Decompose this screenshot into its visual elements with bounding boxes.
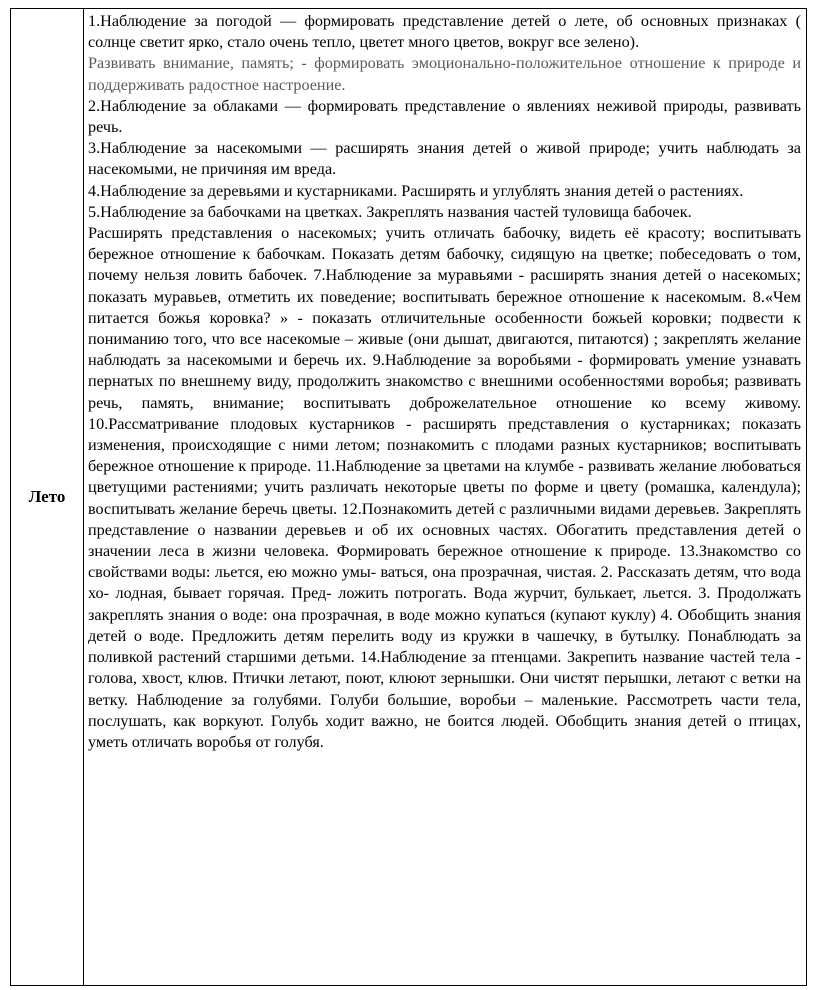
- paragraph-4: 3.Наблюдение за насекомыми — расширять знания детей о живой природе; учить наблюдать за насекомыми, не причиняя им вреда.: [88, 139, 801, 179]
- content-cell: [84, 9, 807, 986]
- paragraph-3: 2.Наблюдение за облаками — формировать представление о явлениях неживой природы, развивать речь.: [88, 96, 801, 137]
- paragraph-5: 4.Наблюдение за деревьями и кустарниками. Расширять и углублять знания детей о растениях.: [88, 181, 744, 200]
- paragraph-2: Развивать внимание, память; - формировать эмоционально-положительное отношение к природе и поддерживать радостное настроение.: [88, 54, 801, 94]
- table-row: [11, 9, 807, 986]
- paragraph-1: 1.Наблюдение за погодой — формировать представление детей о лете, об основных признаках ( солнце светит ярко, стало очень тепло, цветет много цветов, вокруг все зелено).: [88, 12, 801, 52]
- season-label: Лето: [11, 9, 84, 986]
- plan-table: [10, 8, 807, 986]
- paragraph-6: 5.Наблюдение за бабочками на цветках. Закреплять названия частей туловища бабочек.: [88, 202, 692, 221]
- paragraph-7: Расширять представления о насекомых; учить отличать бабочку, видеть её красоту; воспитывать бережное отношение к бабочкам. Показать детям бабочку, сидящую на цветке; побеседовать о том, почему нельзя ловить бабочек. 7.Наблюдение за муравьями - расширять знания детей о насекомых; показать муравьев, отметить их поведение; воспитывать бережное отношение к насекомым. 8.«Чем питается божья коровка? » - показать отличительные особенности божьей коровки; подвести к пониманию того, что все насекомые – живые (они дышат, двигаются, питаются) ; закреплять желание наблюдать за насекомыми и беречь их. 9.Наблюдение за воробьями - формировать умение узнавать пернатых по внешнему виду, продолжить знакомство с внешними особенностями воробья; развивать речь, память, внимание; воспитывать доброжелательное отношение ко всему живому. 10.Рассматривание плодовых кустарников - расширять представления о кустарниках; показать изменения, происходящие с ними летом; познакомить с плодами разных кустарников; воспитывать бережное отношение к природе. 11.Наблюдение за цветами на клумбе - развивать желание любоваться цветущими растениями; учить различать некоторые цветы по форме и цвету (ромашка, календула); воспитывать желание беречь цветы. 12.Познакомить детей с различными видами деревьев. Закреплять представление о названии деревьев и об их основных частях. Обогатить представления детей о значении леса в жизни человека. Формировать бережное отношение к природе. 13.Знакомство со свойствами воды: льется, ею можно умы- ваться, она прозрачная, чистая. 2. Рассказать детям, что вода хо- лодная, бывает горячая. Пред- ложить потрогать. Вода журчит, булькает, льется. 3. Продолжать закреплять знания о воде: она прозрачная, в воде можно купаться (купают куклу) 4. Обобщить знания детей о воде. Предложить детям перелить воду из кружки в чашечку, в бутылку. Понаблюдать за поливкой растений старшими детьми. 14.Наблюдение за птенцами. Закрепить название частей тела - голова, хвост, клюв. Птички летают, поют, клюют зернышки. Они чистят перышки, летают с ветки на ветку. Наблюдение за голубями. Голуби большие, воробьи – маленькие. Рассмотреть части тела, послушать, как воркуют. Голубь ходит важно, не боится людей. Обобщить знания детей о птицах, уметь отличать воробья от голубя.: [88, 224, 801, 751]
